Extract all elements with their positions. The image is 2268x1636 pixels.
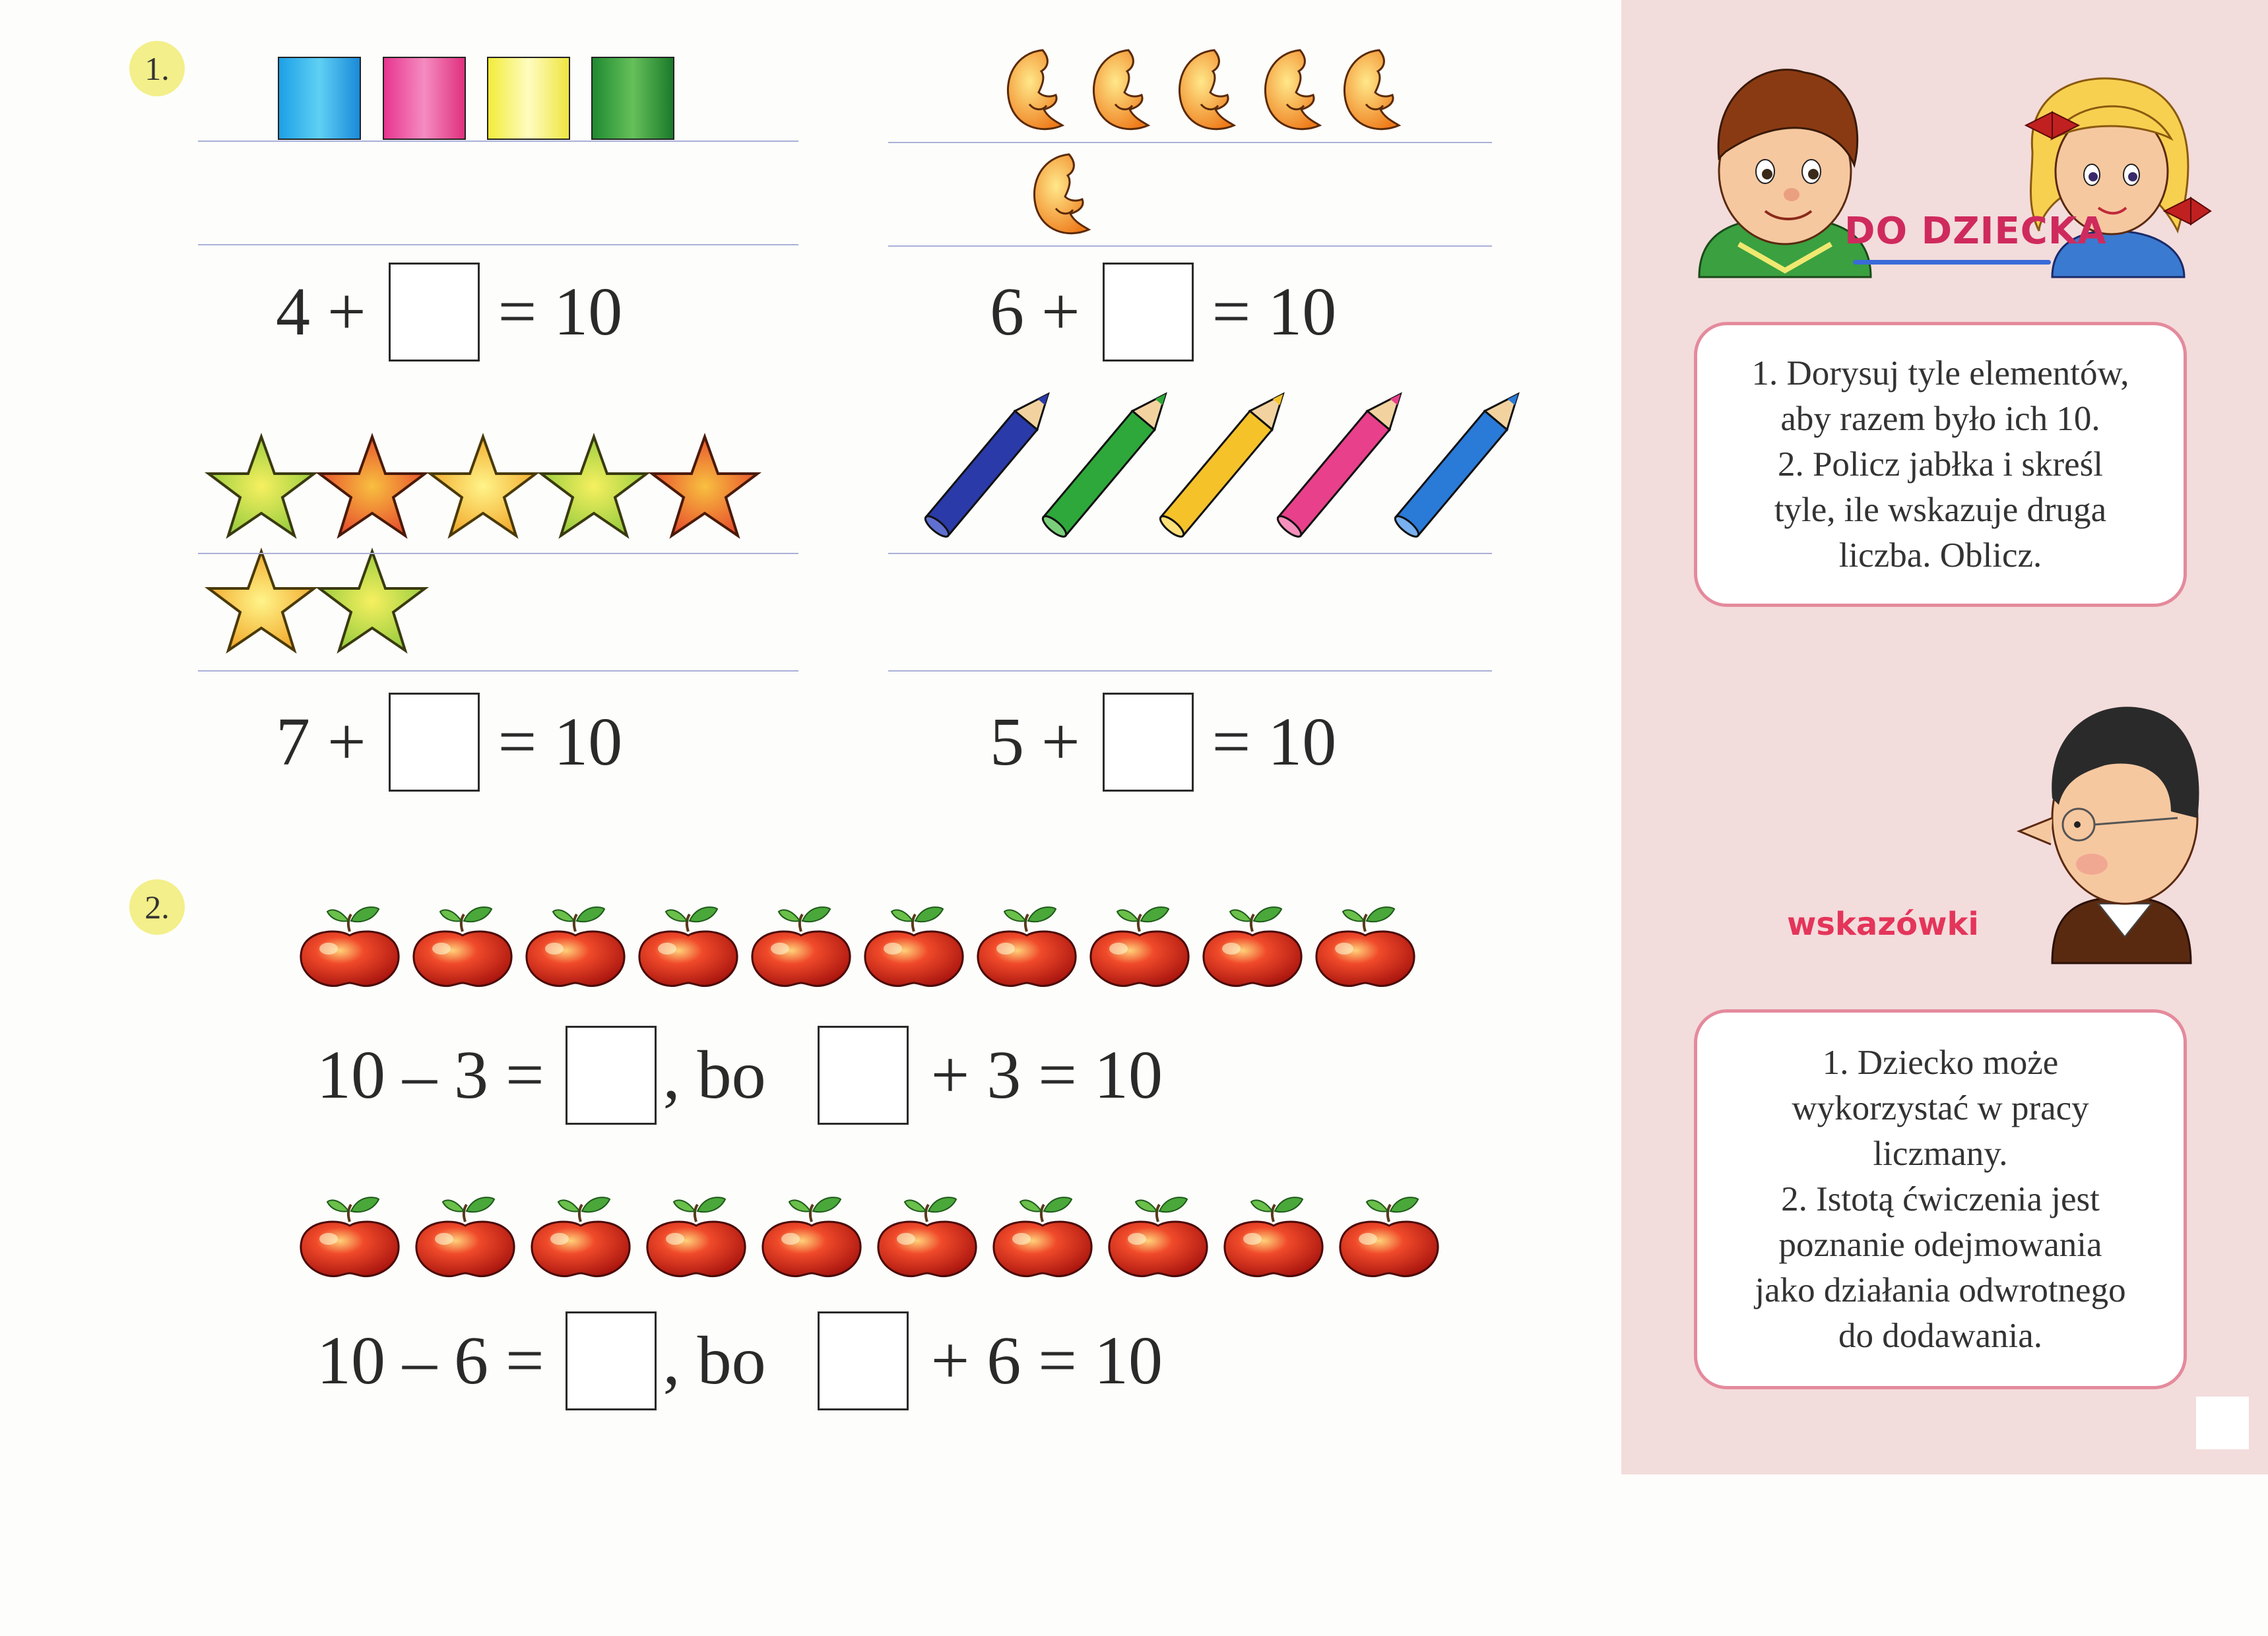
equation-left: 6 + bbox=[990, 274, 1080, 350]
writing-line bbox=[888, 670, 1492, 672]
apple-icon[interactable] bbox=[1340, 1197, 1438, 1276]
answer-box[interactable] bbox=[1103, 693, 1194, 792]
apple-icon[interactable] bbox=[1225, 1197, 1322, 1276]
apple-icon[interactable] bbox=[416, 1197, 514, 1276]
writing-line bbox=[888, 142, 1492, 143]
pencil-icon bbox=[1275, 385, 1411, 540]
instruction-line: tyle, ile wskazuje druga bbox=[1774, 490, 2107, 529]
instruction-line: 2. Policz jabłka i skreśl bbox=[1777, 445, 2104, 484]
equation-4-plus bbox=[276, 263, 622, 362]
pencil-icon bbox=[1392, 385, 1529, 540]
instruction-line: aby razem było ich 10. bbox=[1780, 399, 2100, 438]
hint-line: poznanie odejmowania bbox=[1778, 1225, 2102, 1264]
equation-right: = 10 bbox=[498, 704, 623, 780]
hint-line: 2. Istotą ćwiczenia jest bbox=[1781, 1180, 2100, 1218]
apple-icon[interactable] bbox=[301, 1197, 399, 1276]
apple-icon[interactable] bbox=[639, 907, 737, 986]
apple-icon[interactable] bbox=[1091, 907, 1188, 986]
star-icons bbox=[210, 435, 777, 660]
writing-line bbox=[198, 553, 798, 554]
moon-icon bbox=[1344, 50, 1399, 129]
star-icon bbox=[209, 437, 314, 536]
moon-icons bbox=[990, 40, 1399, 251]
equation-right: = 10 bbox=[1212, 274, 1337, 350]
pencil-icon bbox=[923, 385, 1059, 540]
writing-line bbox=[888, 245, 1492, 247]
hint-line: wykorzystać w pracy bbox=[1792, 1088, 2089, 1127]
swatch-blue bbox=[278, 57, 361, 140]
hints-heading: wskazówki bbox=[1787, 906, 1979, 943]
child-instructions-panel bbox=[1694, 322, 2187, 607]
apple-icon[interactable] bbox=[865, 907, 963, 986]
hint-line: liczmany. bbox=[1873, 1134, 2008, 1173]
exercise-2-number: 2. bbox=[129, 879, 185, 935]
instruction-line: 1. Dorysuj tyle elementów, bbox=[1751, 354, 2129, 393]
equation-5-plus bbox=[990, 693, 1336, 792]
star-icon bbox=[541, 437, 647, 536]
equation-right: + 3 = 10 bbox=[930, 1037, 1163, 1113]
apple-icon[interactable] bbox=[1204, 907, 1301, 986]
equation-10-minus-6 bbox=[317, 1311, 1163, 1410]
writing-line bbox=[198, 244, 798, 245]
equation-right: + 6 = 10 bbox=[930, 1323, 1163, 1399]
star-icon bbox=[209, 551, 314, 650]
apple-icon[interactable] bbox=[978, 907, 1076, 986]
answer-box[interactable] bbox=[818, 1026, 909, 1125]
equation-left: 5 + bbox=[990, 704, 1080, 780]
apple-icon[interactable] bbox=[527, 907, 624, 986]
equation-left: 4 + bbox=[276, 274, 366, 350]
apple-row-2 bbox=[290, 1161, 1452, 1293]
apple-icon[interactable] bbox=[1316, 907, 1414, 986]
swatch-pink bbox=[383, 57, 466, 140]
writing-line bbox=[198, 141, 798, 142]
apple-icon[interactable] bbox=[878, 1197, 976, 1276]
equation-10-minus-3 bbox=[317, 1026, 1163, 1125]
equation-right: = 10 bbox=[1212, 704, 1337, 780]
answer-box[interactable] bbox=[566, 1026, 657, 1125]
equation-left: 10 – 3 = bbox=[317, 1037, 544, 1113]
swatch-yellow bbox=[487, 57, 570, 140]
apple-icon[interactable] bbox=[647, 1197, 745, 1276]
equation-left: 10 – 6 = bbox=[317, 1323, 544, 1399]
instruction-line: liczba. Oblicz. bbox=[1838, 536, 2042, 575]
answer-box[interactable] bbox=[818, 1311, 909, 1410]
answer-box[interactable] bbox=[566, 1311, 657, 1410]
page-number-box bbox=[2196, 1397, 2249, 1449]
star-icon bbox=[430, 437, 536, 536]
pencil-icons bbox=[911, 396, 1505, 541]
answer-box[interactable] bbox=[389, 263, 480, 362]
equation-middle: , bo bbox=[663, 1323, 766, 1399]
star-icon bbox=[319, 437, 425, 536]
moon-icon bbox=[1008, 50, 1062, 129]
equation-6-plus bbox=[990, 263, 1336, 362]
pencil-icon bbox=[1157, 385, 1294, 540]
moon-icon bbox=[1034, 154, 1089, 234]
apple-icon[interactable] bbox=[994, 1197, 1091, 1276]
moon-icon bbox=[1179, 50, 1234, 129]
equation-left: 7 + bbox=[276, 704, 366, 780]
apple-icon[interactable] bbox=[1109, 1197, 1207, 1276]
moon-icon bbox=[1093, 50, 1148, 129]
star-icon bbox=[319, 551, 425, 650]
answer-box[interactable] bbox=[1103, 263, 1194, 362]
exercise-1-number: 1. bbox=[129, 41, 185, 96]
hints-panel bbox=[1694, 1009, 2187, 1389]
apple-icon[interactable] bbox=[414, 907, 511, 986]
apple-icon[interactable] bbox=[532, 1197, 630, 1276]
apple-icon[interactable] bbox=[763, 1197, 860, 1276]
writing-line bbox=[198, 670, 798, 672]
apple-icon[interactable] bbox=[301, 907, 399, 986]
apple-icon[interactable] bbox=[752, 907, 850, 986]
star-icon bbox=[652, 437, 758, 536]
equation-middle: , bo bbox=[663, 1037, 766, 1113]
apple-row-1 bbox=[290, 877, 1452, 1003]
heading-underline bbox=[1853, 260, 2051, 265]
equation-7-plus bbox=[276, 693, 622, 792]
hint-line: jako działania odwrotnego bbox=[1755, 1271, 2126, 1309]
teacher-illustration bbox=[1973, 686, 2197, 963]
swatch-green bbox=[591, 57, 674, 140]
child-section-heading: DO DZIECKA bbox=[1844, 210, 2107, 253]
writing-line bbox=[888, 553, 1492, 554]
equation-right: = 10 bbox=[498, 274, 623, 350]
moon-icon bbox=[1265, 50, 1320, 129]
hint-line: do dodawania. bbox=[1838, 1316, 2043, 1355]
answer-box[interactable] bbox=[389, 693, 480, 792]
pencil-icon bbox=[1040, 385, 1177, 540]
hint-line: 1. Dziecko może bbox=[1822, 1043, 2059, 1082]
